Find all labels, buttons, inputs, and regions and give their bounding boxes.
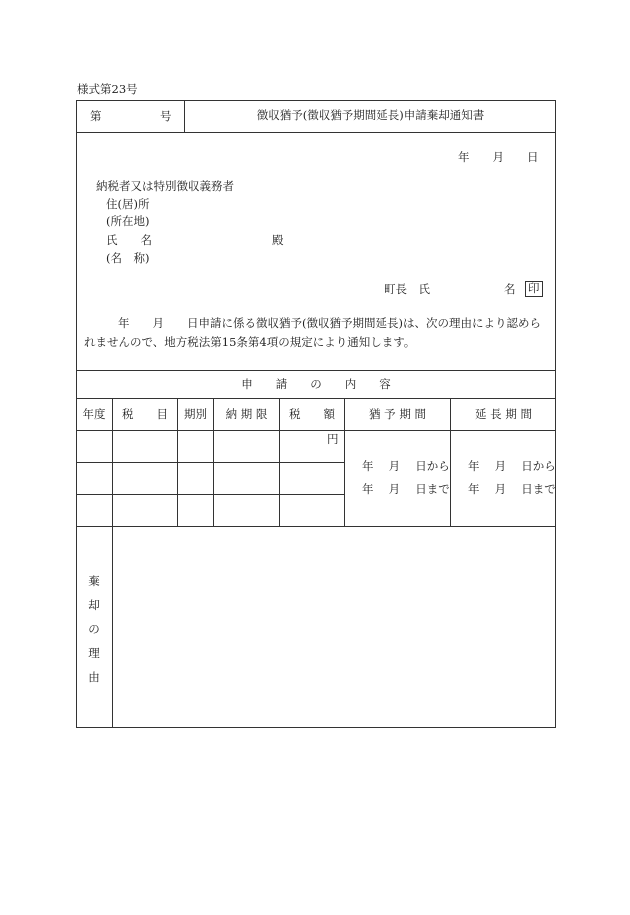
extension-until: 年 月 日まで [468,482,556,496]
recipient-label: 納税者又は特別徴収義務者 [96,179,234,193]
address-label: 住(居)所 [106,197,150,211]
location-label: (所在地) [106,214,150,228]
reason-label-char: 棄 [88,574,100,588]
form-number: 様式第23号 [77,82,138,96]
deferral-until: 年 月 日まで [362,482,450,496]
column-header-period: 期別 [184,406,207,421]
issue-date: 年 月 日 [458,150,539,164]
reason-label-char: 理 [88,646,100,660]
reason-label-char: 由 [88,670,100,684]
body-text-line-2: れませんので、地方税法第15条第4項の規定により通知します。 [84,335,416,349]
column-header-due-date: 納 期 限 [225,406,268,421]
reason-text-area [113,527,555,727]
body-text-line-1: 年 月 日申請に係る徴収猶予(徴収猶予期間延長)は、次の理由により認めら [118,316,541,330]
rule-row-2 [76,494,344,495]
column-header-tax-amount: 税 額 [289,406,335,421]
name-alt-label: (名 称) [106,251,150,265]
document-title: 徴収猶予(徴収猶予期間延長)申請棄却通知書 [256,108,485,123]
number-prefix: 第 [90,109,102,123]
column-header-fiscal-year: 年度 [82,406,106,421]
column-header-extension-period: 延 長 期 間 [475,406,532,421]
column-header-tax-item: 税 目 [122,406,168,421]
name-label: 氏 名 [106,233,152,247]
column-header-deferral-period: 猶 予 期 間 [369,406,426,421]
issuer-name-suffix: 名 [504,282,516,296]
number-suffix: 号 [160,109,172,123]
reason-label-char: の [88,622,100,636]
issuer-label: 町長 氏 [384,282,430,296]
yen-unit: 円 [327,432,339,446]
reason-label-char: 却 [88,598,100,612]
reason-label [76,569,112,689]
rule-row-1 [76,462,344,463]
rule-header-bottom [76,132,556,133]
seal-mark: 印 [525,281,543,297]
rule-column-header-bottom [76,430,556,431]
honorific: 殿 [272,233,284,247]
extension-from: 年 月 日から [468,459,556,473]
deferral-from: 年 月 日から [362,459,450,473]
details-section-title: 申 請 の 内 容 [241,376,391,391]
